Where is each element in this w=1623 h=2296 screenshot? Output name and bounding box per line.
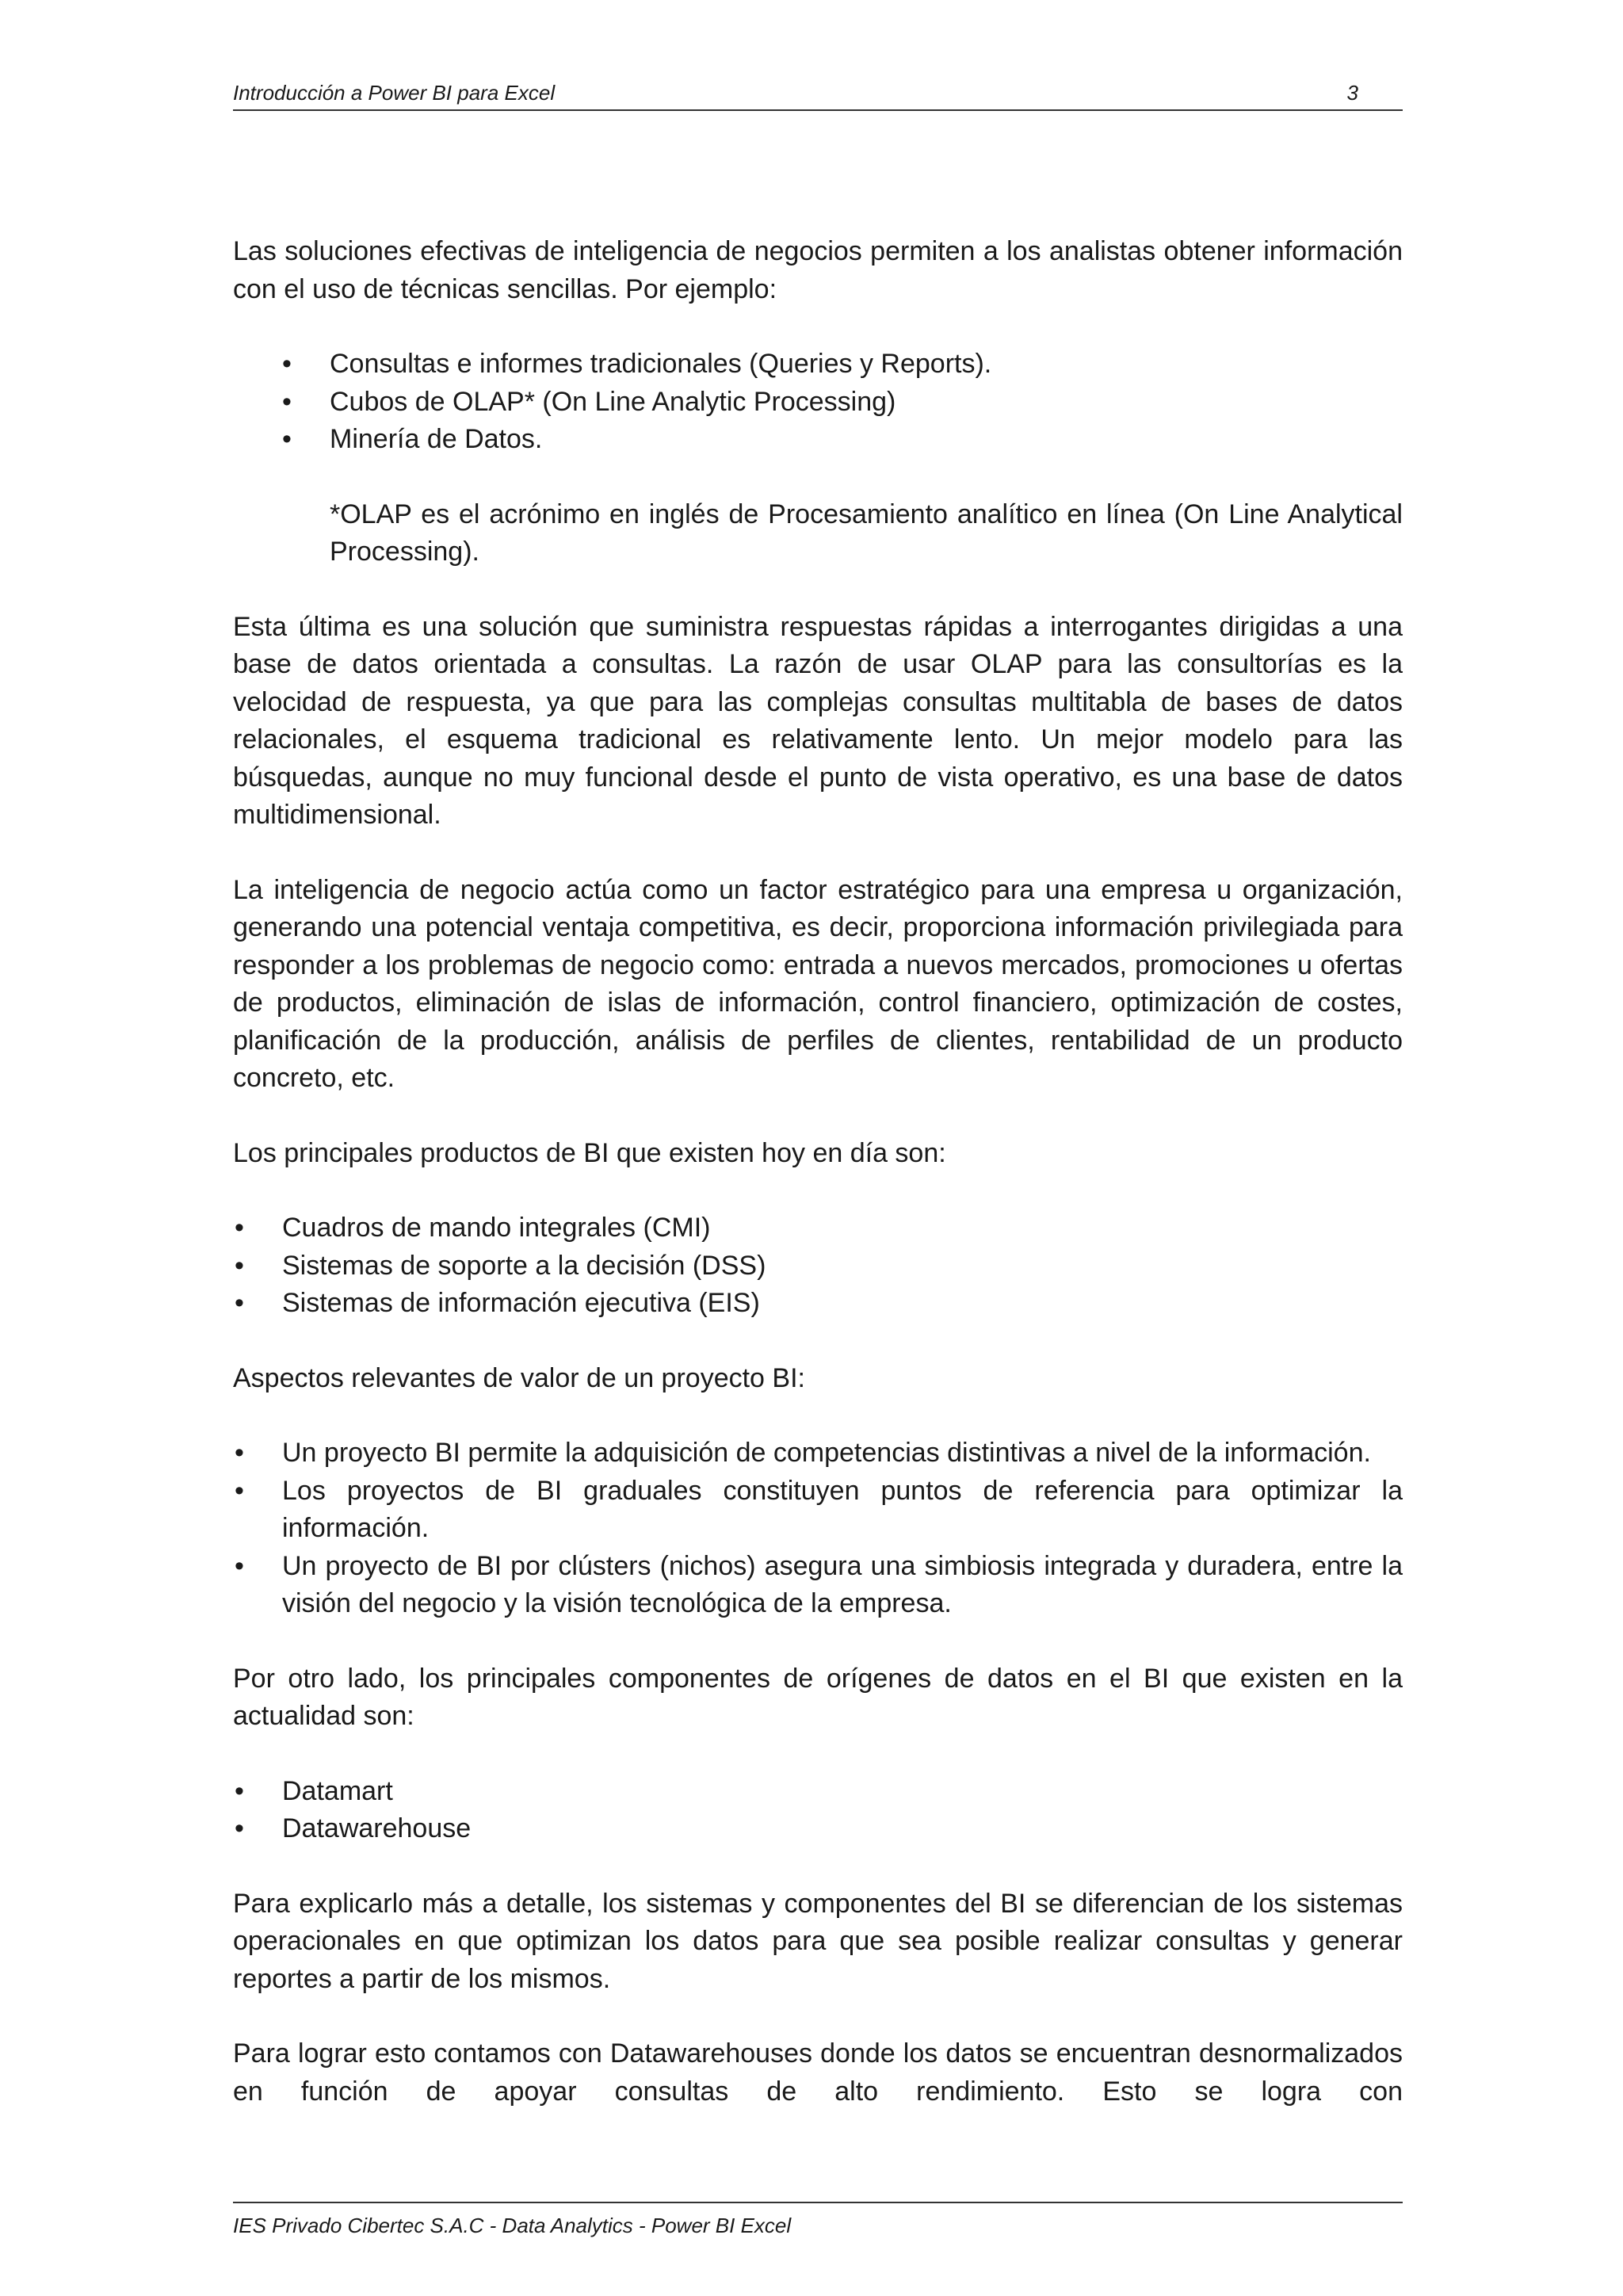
paragraph-aspects-intro: Aspectos relevantes de valor de un proyecto BI: [233,1362,805,1393]
list-item: • Un proyecto de BI por clústers (nichos) asegura una simbiosis integrada y duradera, entre la visión del negocio y la visión tecnológica de la empresa. [233,1548,1403,1623]
page-header [233,76,1403,111]
list-item: • Sistemas de información ejecutiva (EIS) [233,1285,1403,1323]
bullet-icon: • [235,1813,244,1843]
header-title: Introducción a Power BI para Excel [233,81,556,105]
list-item: • Minería de Datos. [233,421,1403,459]
list-item: • Los proyectos de BI graduales constituyen puntos de referencia para optimizar la información. [233,1473,1403,1548]
bullet-icon: • [235,1475,244,1506]
paragraph-components-intro: Por otro lado, los principales componentes de orígenes de datos en el BI que existen en la actualidad son: [233,1663,1403,1731]
paragraph-datawarehouses: Para lograr esto contamos con Datawarehouses donde los datos se encuentran desnormalizados en función de apoyar consultas de alto rendimiento. Esto se logra con [233,2038,1403,2107]
list-item: • Consultas e informes tradicionales (Queries y Reports). [233,346,1403,384]
bullet-icon: • [235,1288,244,1318]
list-bi-aspects [233,1435,1403,1623]
olap-footnote: *OLAP es el acrónimo en inglés de Procesamiento analítico en línea (On Line Analytical Processing). [330,499,1403,567]
bullet-icon: • [282,349,292,379]
paragraph-intro: Las soluciones efectivas de inteligencia de negocios permiten a los analistas obtener información con el uso de técnicas sencillas. Por ejemplo: [233,236,1403,304]
bullet-icon: • [235,1775,244,1806]
list-item: • Datawarehouse [233,1810,1403,1848]
paragraph-explanation: Para explicarlo más a detalle, los sistemas y componentes del BI se diferencian de los sistemas operacionales en que optimizan los datos para que sea posible realizar consultas y generar reportes a partir de los mismos. [233,1888,1403,1994]
paragraph-strategy: La inteligencia de negocio actúa como un factor estratégico para una empresa u organización, generando una potencial ventaja competitiva, es decir, proporciona información privilegiada para responder a los problemas de negocio como: entrada a nuevos mercados, promociones u ofertas de productos, eliminación de islas de información, control financiero, optimización de costes, planificación de la producción, análisis de perfiles de clientes, rentabilidad de un producto concreto, etc. [233,874,1403,1093]
bullet-icon: • [235,1213,244,1243]
page-footer [233,2202,1403,2241]
bullet-icon: • [235,1250,244,1281]
bullet-icon: • [235,1550,244,1581]
list-item: • Cubos de OLAP* (On Line Analytic Processing) [233,384,1403,422]
list-item: • Cuadros de mando integrales (CMI) [233,1209,1403,1247]
page-number: 3 [1346,81,1358,105]
footer-text: IES Privado Cibertec S.A.C - Data Analytics - Power BI Excel [233,2214,792,2237]
list-bi-products [233,1209,1403,1323]
list-bi-techniques [233,346,1403,459]
list-data-components [233,1773,1403,1848]
document-body [233,233,1403,2148]
paragraph-products-intro: Los principales productos de BI que existen hoy en día son: [233,1137,946,1168]
bullet-icon: • [235,1438,244,1468]
list-item: • Datamart [233,1773,1403,1811]
list-item: • Un proyecto BI permite la adquisición de competencias distintivas a nivel de la información. [233,1435,1403,1473]
bullet-icon: • [282,424,292,454]
bullet-icon: • [282,386,292,417]
paragraph-olap: Esta última es una solución que suministra respuestas rápidas a interrogantes dirigidas a una base de datos orientada a consultas. La razón de usar OLAP para las consultorías es la velocidad de respuesta, ya que para las complejas consultas multitabla de bases de datos relacionales, el esquema tradicional es relativamente lento. Un mejor modelo para las búsquedas, aunque no muy funcional desde el punto de vista operativo, es una base de datos multidimensional. [233,611,1403,830]
list-item: • Sistemas de soporte a la decisión (DSS) [233,1247,1403,1286]
